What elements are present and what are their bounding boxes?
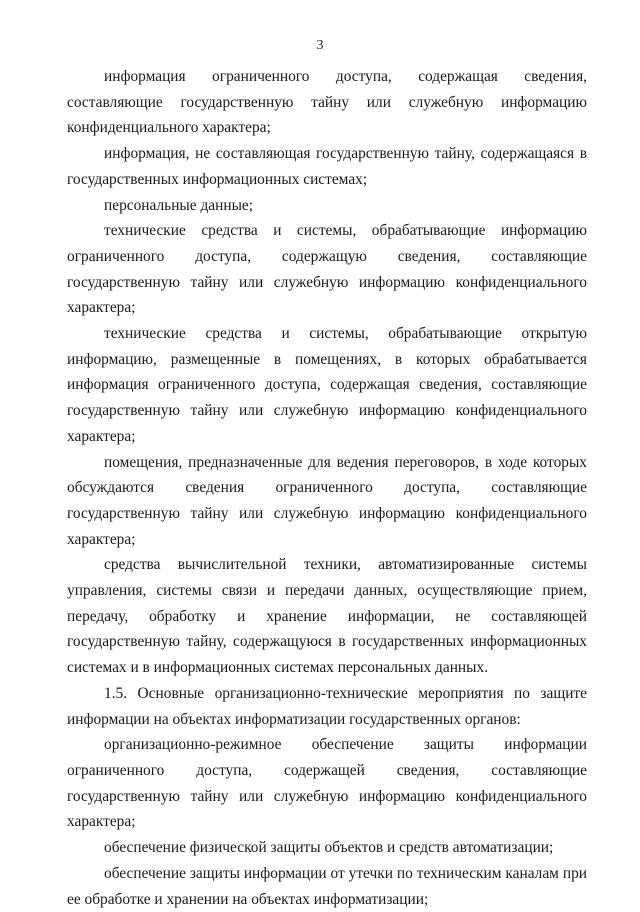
document-body	[67, 64, 587, 912]
paragraph: информация ограниченного доступа, содержащая сведения, составляющие государственную тайну или служебную информацию конфиденциального характера;	[67, 68, 587, 137]
paragraph: обеспечение защиты информации от утечки по техническим каналам при ее обработке и хранении на объектах информатизации;	[67, 864, 587, 908]
paragraph: персональные данные;	[104, 196, 254, 214]
paragraph: информация, не составляющая государственную тайну, содержащаяся в государственных информационных системах;	[67, 145, 587, 188]
paragraph: обеспечение физической защиты объектов и средств автоматизации;	[104, 839, 554, 857]
paragraph: технические средства и системы, обрабатывающие информацию ограниченного доступа, содержащую сведения, составляющие государственную тайну или служебную информацию конфиденциального характера;	[67, 222, 587, 317]
paragraph: технические средства и системы, обрабатывающие открытую информацию, размещенные в помещениях, в которых обрабатывается информация ограниченного доступа, содержащая сведения, составляющие государственную тайну или служебную информацию конфиденциального характера;	[67, 325, 587, 445]
paragraph: организационно-режимное обеспечение защиты информации ограниченного доступа, содержащей сведения, составляющие государственную тайну или служебную информацию конфиденциального характера;	[67, 736, 587, 831]
paragraph: помещения, предназначенные для ведения переговоров, в ходе которых обсуждаются сведения ограниченного доступа, составляющие государственную тайну или служебную информацию конфиденциального характера;	[67, 453, 587, 548]
page-number: 3	[316, 38, 324, 53]
paragraph: средства вычислительной техники, автоматизированные системы управления, системы связи и передачи данных, осуществляющие прием, передачу, обработку и хранение информации, не составляющей государственную тайну, содержащуюся в государственных информационных системах и в информационных системах персональных данных.	[67, 556, 587, 677]
section-heading-paragraph: 1.5. Основные организационно-технические мероприятия по защите информации на объектах информатизации государственных органов:	[67, 684, 587, 728]
